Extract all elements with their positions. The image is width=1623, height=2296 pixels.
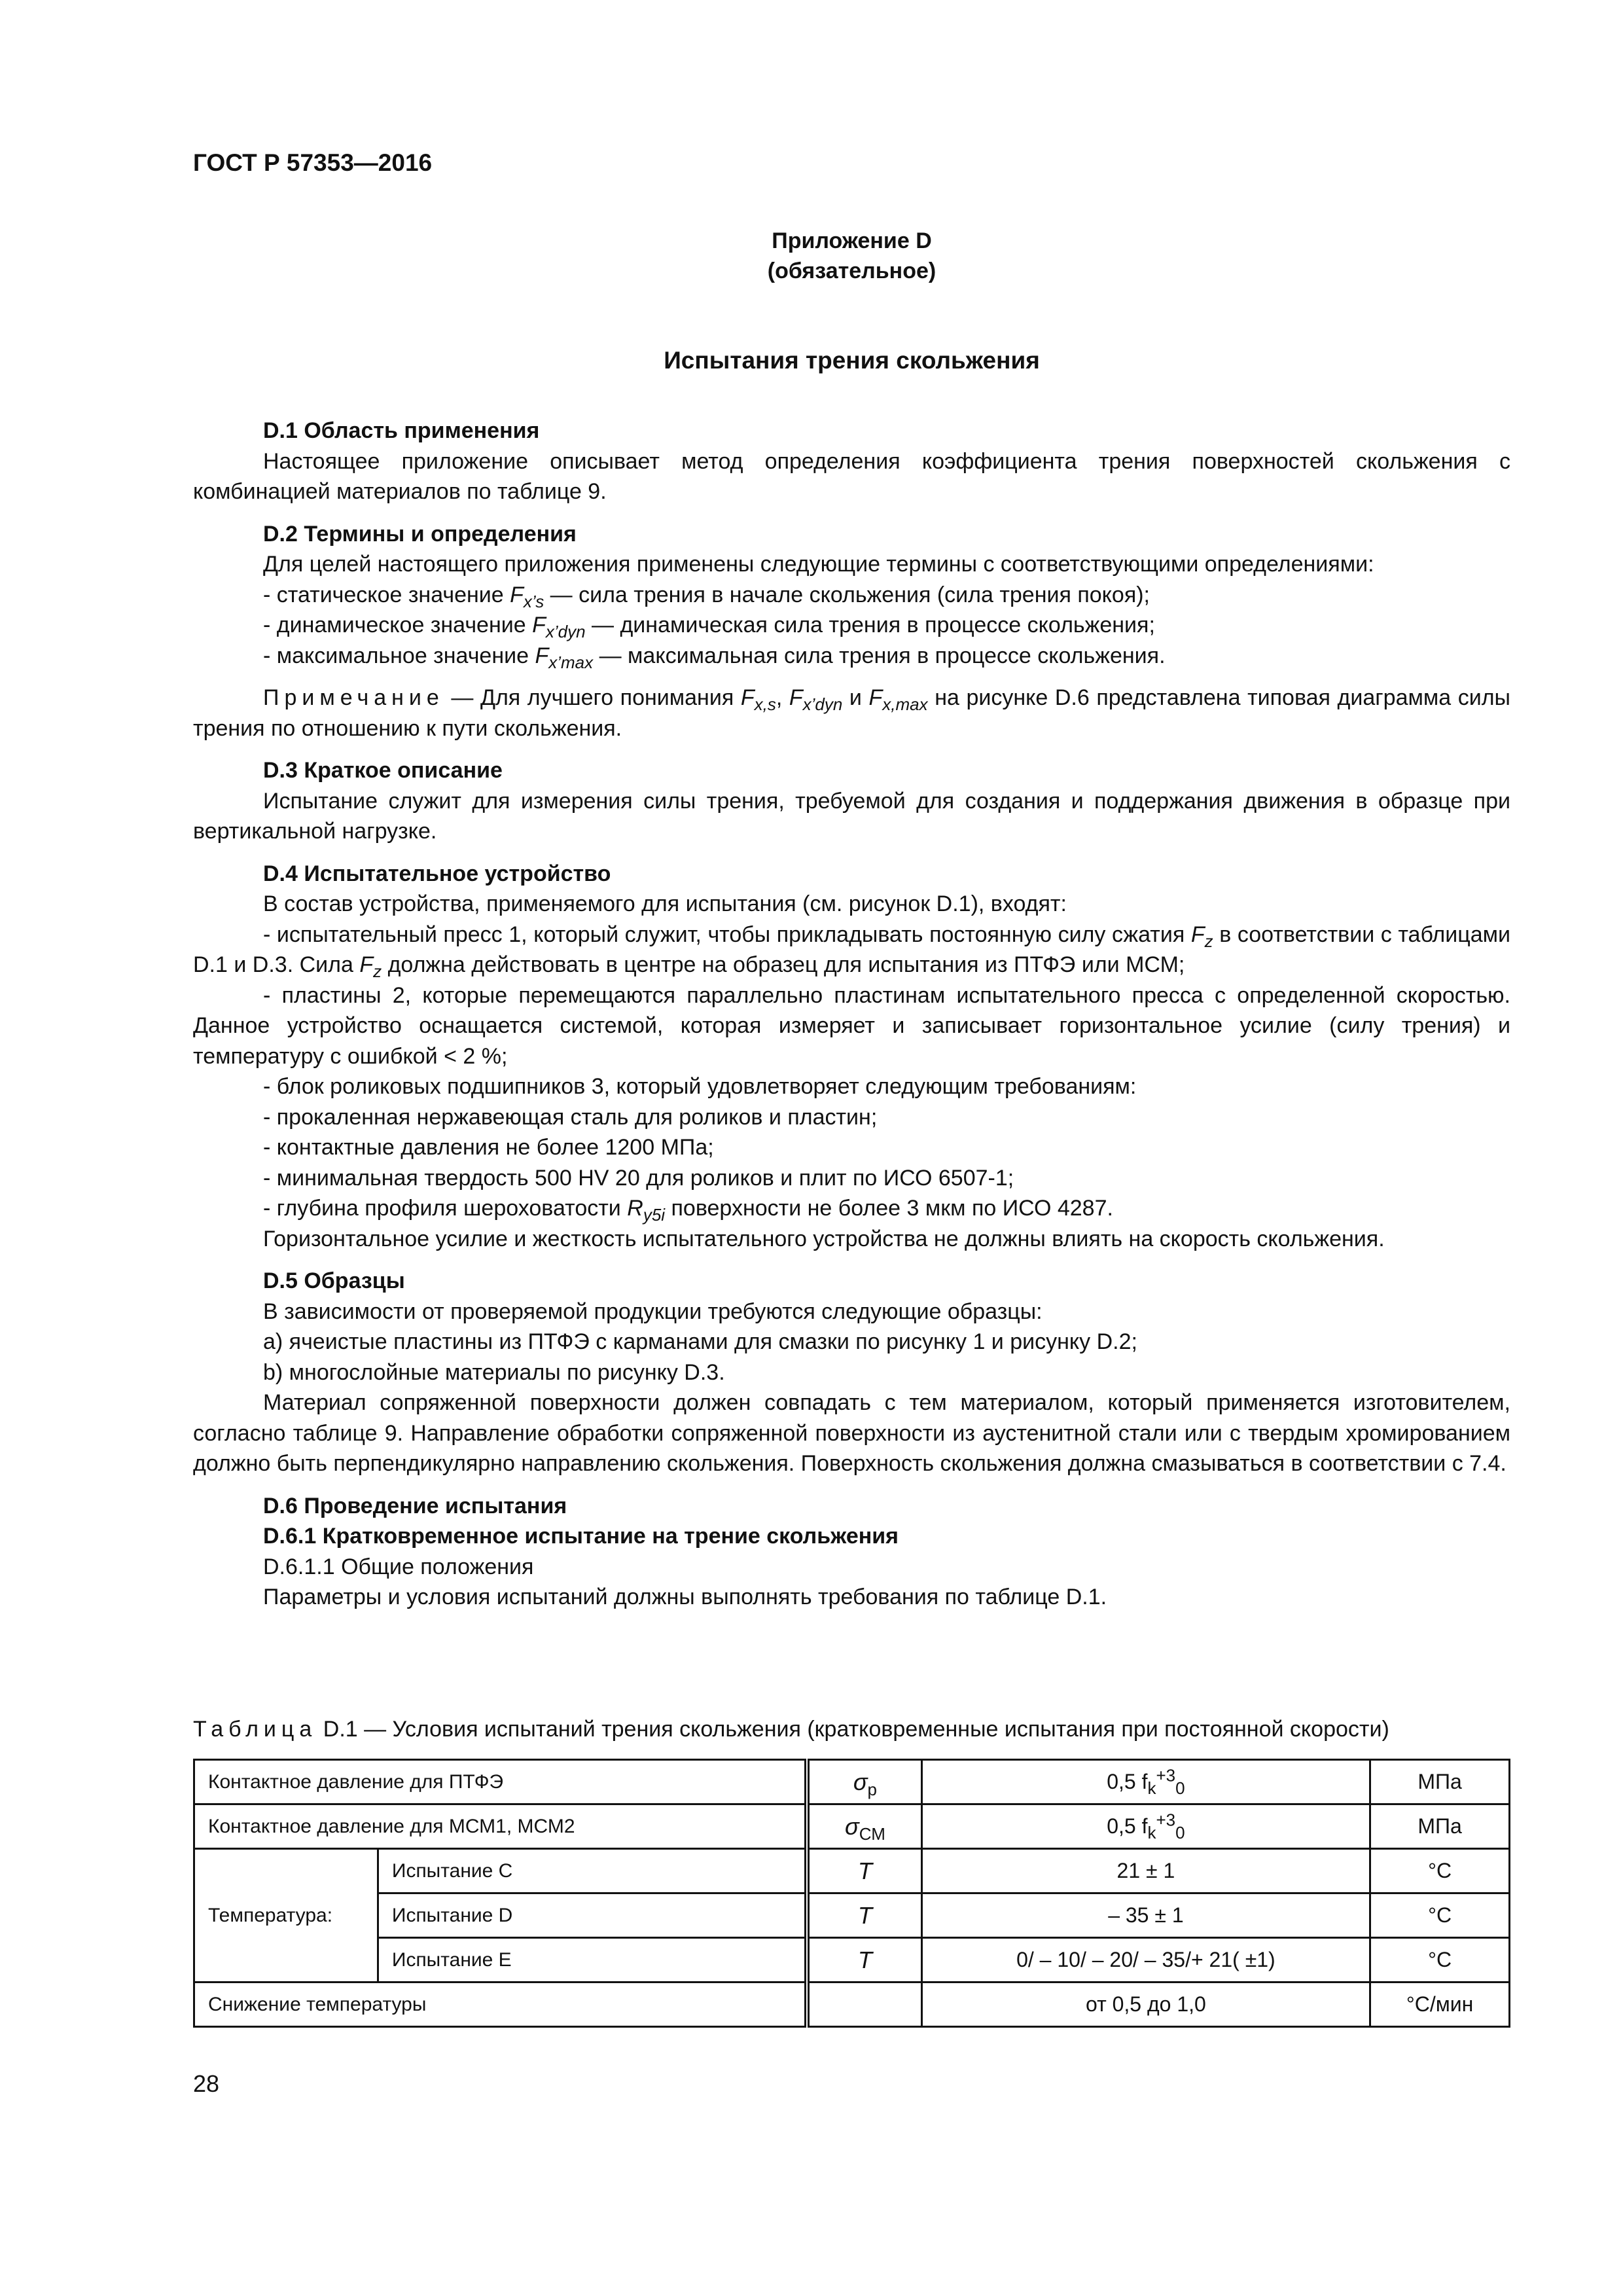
section-heading-d5: D.5 Образцы xyxy=(263,1268,405,1293)
list-item: b) многослойные материалы по рисунку D.3. xyxy=(263,1359,725,1385)
list-item: - минимальная твердость 500 HV 20 для роликов и плит по ИСО 6507-1; xyxy=(263,1165,1014,1191)
table-cell-symbol: T xyxy=(807,1893,921,1938)
table-cell-test: Испытание Е xyxy=(378,1938,807,1982)
paragraph: Испытание служит для измерения силы трения, требуемой для создания и поддержания движения в образце при вертикальной нагрузке. xyxy=(193,788,1510,844)
list-item: - блок роликовых подшипников 3, который удовлетворяет следующим требованиям: xyxy=(263,1074,1137,1099)
annex-status: (обязательное) xyxy=(767,259,936,283)
list-item: - контактные давления не более 1200 МПа; xyxy=(263,1135,714,1160)
paragraph: В зависимости от проверяемой продукции требуются следующие образцы: xyxy=(263,1299,1043,1324)
list-item: a) ячеистые пластины из ПТФЭ с карманами для смазки по рисунку 1 и рисунку D.2; xyxy=(263,1329,1137,1354)
table-cell-unit: °С xyxy=(1370,1849,1510,1893)
table-cell-symbol: T xyxy=(807,1849,921,1893)
table-cell-temperature-label: Температура: xyxy=(194,1849,378,1982)
table-cell-test: Испытание С xyxy=(378,1849,807,1893)
paragraph: Горизонтальное усилие и жесткость испытательного устройства не должны влиять на скорость скольжения. xyxy=(263,1226,1385,1251)
table-cell-symbol: $\sigma_{СМ}$ xyxy=(807,1804,921,1849)
paragraph: В состав устройства, применяемого для испытания (см. рисунок D.1), входят: xyxy=(263,891,1067,916)
paragraph: Настоящее приложение описывает метод определения коэффициента трения поверхностей скольжения с комбинацией материалов по таблице 9. xyxy=(193,448,1510,504)
table-row xyxy=(194,1849,1510,1893)
table-cell-value: – 35 ± 1 xyxy=(921,1893,1370,1938)
annex-title: Испытания трения скольжения xyxy=(664,347,1040,374)
subsection-heading-d61: D.6.1 Кратковременное испытание на трение скольжения xyxy=(263,1524,899,1549)
table-row xyxy=(194,1804,1510,1849)
section-heading-d3: D.3 Краткое описание xyxy=(263,758,503,783)
section-heading-d6: D.6 Проведение испытания xyxy=(263,1493,567,1518)
table-row xyxy=(194,1760,1510,1804)
document-body xyxy=(193,416,1510,1613)
section-heading-d2: D.2 Термины и определения xyxy=(263,521,577,547)
table-cell-label: Снижение температуры xyxy=(194,1982,808,2027)
paragraph: Материал сопряженной поверхности должен совпадать с тем материалом, который применяется изготовителем, согласно таблице 9. Направление обработки сопряженной поверхности из аустенитной стали или с твердым хромированием должно быть перпендикулярно направлению скольжения. Поверхность скольжения должна смазываться в соответствии с 7.4. xyxy=(193,1390,1510,1476)
table-cell-unit: °С/мин xyxy=(1370,1982,1510,2027)
table-cell-label: Контактное давление для МСМ1, МСМ2 xyxy=(194,1804,808,1849)
list-item: - прокаленная нержавеющая сталь для роликов и пластин; xyxy=(263,1104,878,1130)
table-cell-unit: МПа xyxy=(1370,1804,1510,1849)
standard-designation: ГОСТ Р 57353—2016 xyxy=(193,149,433,176)
section-heading-d1: D.1 Область применения xyxy=(263,418,540,443)
table-cell-unit: МПа xyxy=(1370,1760,1510,1804)
table-cell-unit: °С xyxy=(1370,1938,1510,1982)
test-conditions-table xyxy=(193,1759,1510,2028)
table-cell-unit: °С xyxy=(1370,1893,1510,1938)
table-row xyxy=(194,1893,1510,1938)
table-cell-symbol: $\sigma_p$ xyxy=(807,1760,921,1804)
page-number: 28 xyxy=(193,2070,220,2097)
table-cell-value: 21 ± 1 xyxy=(921,1849,1370,1893)
list-item: - максимальное значение $F_{x’max}$ — максимальная сила трения в процессе скольжения. xyxy=(263,643,1166,672)
paragraph: Параметры и условия испытаний должны выполнять требования по таблице D.1. xyxy=(263,1585,1107,1609)
table-caption: Таблица D.1 — Условия испытаний трения скольжения (кратковременные испытания при постоянной скорости) xyxy=(193,1717,1389,1742)
list-item: - пластины 2, которые перемещаются параллельно пластинам испытательного пресса с определенной скоростью. Данное устройство оснащается системой, которая измеряет и записывает горизонтальное усилие (силу трения) и температуру с ошибкой < 2 %; xyxy=(193,982,1510,1069)
table-row xyxy=(194,1938,1510,1982)
table-cell-value: от 0,5 до 1,0 xyxy=(921,1982,1370,2027)
list-item: - статическое значение $F_{x’s}$ — сила трения в начале скольжения (сила трения покоя); xyxy=(263,582,1150,611)
table-cell-value: 0/ – 10/ – 20/ – 35/+ 21( ±1) xyxy=(921,1938,1370,1982)
table-cell-symbol xyxy=(807,1982,921,2027)
section-heading-d4: D.4 Испытательное устройство xyxy=(263,861,611,886)
list-item: - глубина профиля шероховатости $R_{y5i}$ поверхности не более 3 мкм по ИСО 4287. xyxy=(263,1196,1113,1225)
table-cell-symbol: T xyxy=(807,1938,921,1982)
table-cell-test: Испытание D xyxy=(378,1893,807,1938)
annex-label: Приложение D xyxy=(772,228,932,253)
table-cell-value: 0,5 $f_k^{+3}_0$ xyxy=(921,1804,1370,1849)
paragraph: Для целей настоящего приложения применены следующие термины с соответствующими определениями: xyxy=(263,552,1374,577)
table-row xyxy=(194,1982,1510,2027)
table-cell-value: 0,5 $f_k^{+3}_0$ xyxy=(921,1760,1370,1804)
list-item: - динамическое значение $F_{x’dyn}$ — динамическая сила трения в процессе скольжения; xyxy=(263,613,1155,641)
list-item: - испытательный пресс 1, который служит, чтобы прикладывать постоянную силу сжатия $F_z$ в соответствии с таблицами D.1 и D.3. Сила $F_z$ должна действовать в центре на образец для испытания из ПТФЭ или МСМ; xyxy=(193,922,1510,981)
table-cell-label: Контактное давление для ПТФЭ xyxy=(194,1760,808,1804)
annex-heading xyxy=(193,226,1510,286)
subsubsection-heading: D.6.1.1 Общие положения xyxy=(263,1554,534,1579)
note: Примечание — Для лучшего понимания $F_{x,s}$, $F_{x’dyn}$ и $F_{x,max}$ на рисунке D.6 представлена типовая диаграмма силы трения по отношению к пути скольжения. xyxy=(193,685,1510,741)
